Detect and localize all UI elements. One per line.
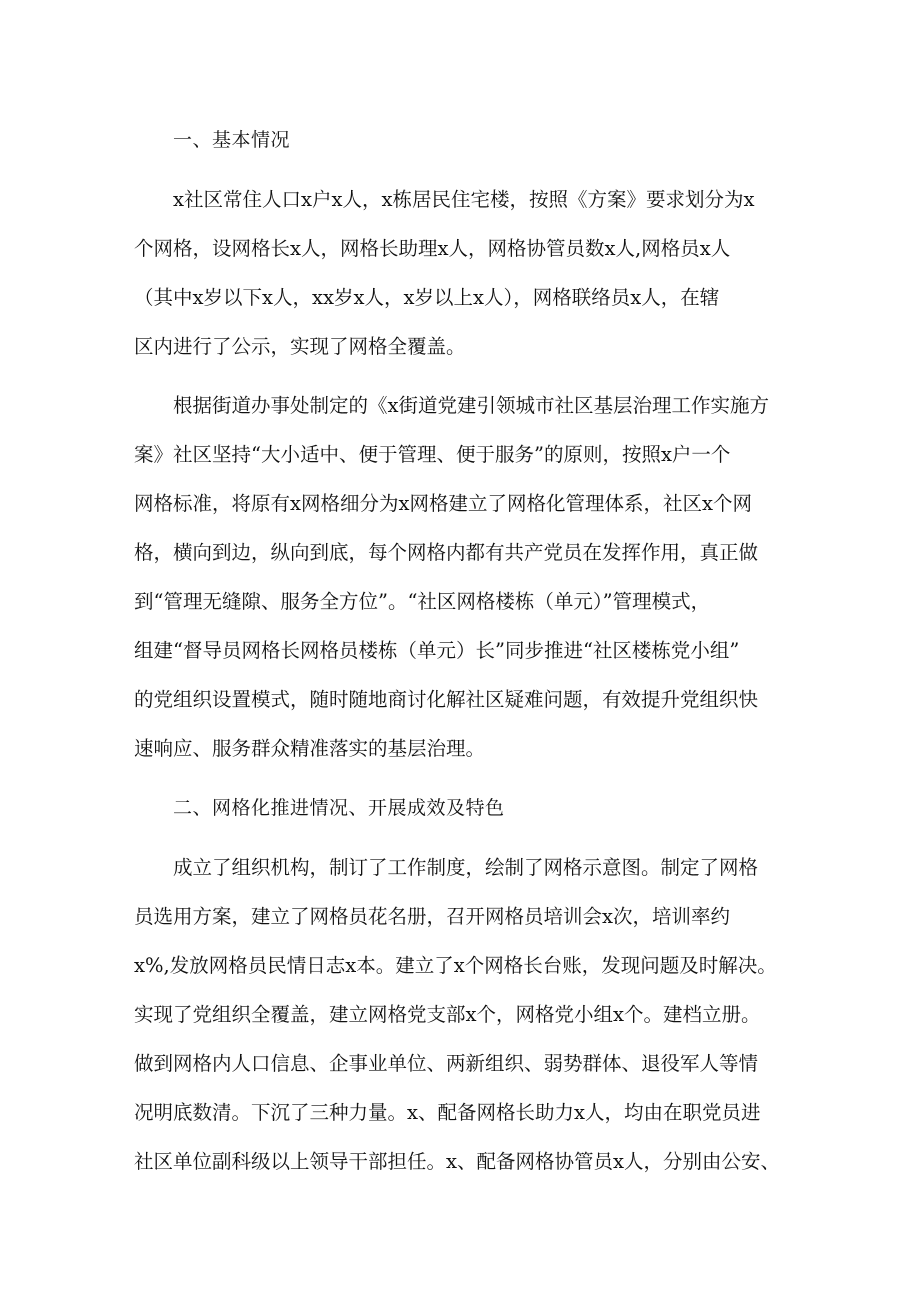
text-line: x%,发放网格员民情日志x本。建立了x个网格长台账，发现问题及时解决。 [134, 954, 777, 977]
text-line: 社区单位副科级以上领导干部担任。x、配备网格协管员x人，分别由公安、 [134, 1150, 780, 1173]
text-line: 网格标准，将原有x网格细分为x网格建立了网格化管理体系，社区x个网 [134, 492, 752, 515]
text-line: 个网格，设网格长x人，网格长助理x人，网格协管员数x人,网格员x人 [134, 237, 731, 260]
text-line: 格，横向到边，纵向到底，每个网格内都有共产党员在发挥作用，真正做 [134, 541, 759, 564]
text-line: 员选用方案，建立了网格员花名册，召开网格员培训会x次，培训率约 [134, 905, 730, 928]
text-line: 案》社区坚持“大小适中、便于管理、便于服务”的原则，按照x户一个 [134, 443, 731, 466]
text-line: （其中x岁以下x人，xx岁x人，x岁以上x人），网格联络员x人，在辖 [134, 286, 720, 309]
text-line: 实现了党组织全覆盖，建立网格党支部x个，网格党小组x个。建档立册。 [134, 1003, 761, 1026]
section-2-heading: 二、网格化推进情况、开展成效及特色 [173, 797, 505, 819]
text-line: 组建“督导员网格长网格员楼栋（单元）长”同步推进“社区楼栋党小组” [134, 639, 740, 662]
text-line: 到“管理无缝隙、服务全方位”。“社区网格楼栋（单元）”管理模式， [134, 590, 711, 613]
text-line: 的党组织设置模式，随时随地商讨化解社区疑难问题，有效提升党组织快 [134, 688, 759, 711]
text-line: 做到网格内人口信息、企事业单位、两新组织、弱势群体、退役军人等情 [134, 1052, 759, 1075]
text-line: 成立了组织机构，制订了工作制度，绘制了网格示意图。制定了网格 [173, 856, 759, 879]
text-line: 况明底数清。下沉了三种力量。x、配备网格长助力x人，均由在职党员进 [134, 1101, 761, 1124]
text-line: 根据街道办事处制定的《x街道党建引领城市社区基层治理工作实施方 [173, 394, 769, 417]
section-1-heading: 一、基本情况 [173, 129, 291, 151]
text-line: 区内进行了公示，实现了网格全覆盖。 [134, 335, 466, 358]
text-line: 速响应、服务群众精准落实的基层治理。 [134, 737, 486, 760]
text-line: x社区常住人口x户x人，x栋居民住宅楼，按照《方案》要求划分为x [173, 188, 755, 211]
